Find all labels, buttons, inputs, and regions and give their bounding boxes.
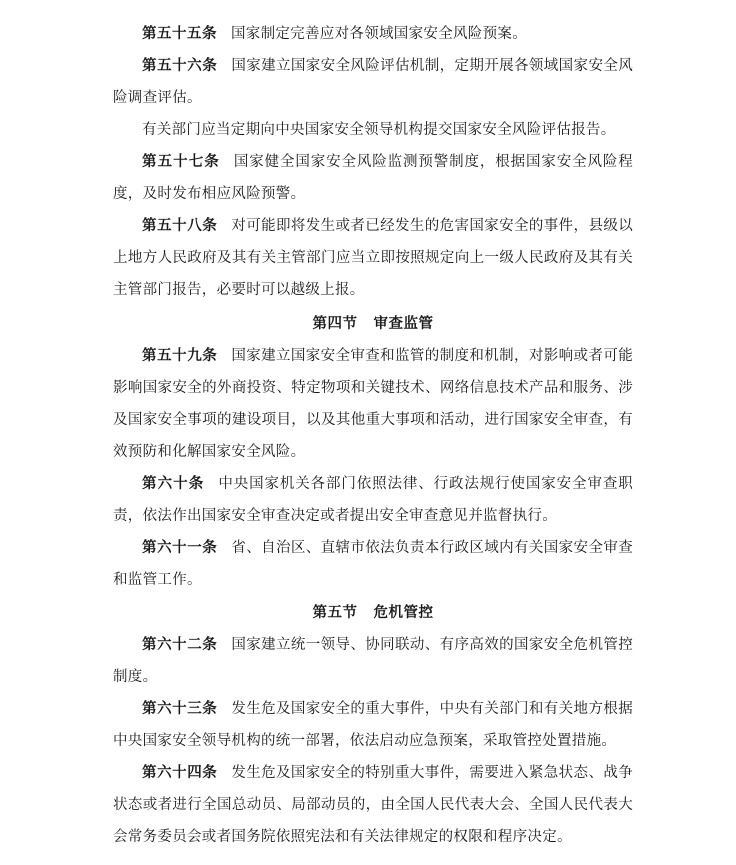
section-heading-5 bbox=[113, 597, 633, 629]
article-text: 有关部门应当定期向中央国家安全领导机构提交国家安全风险评估报告。 bbox=[142, 122, 616, 138]
article-number: 第六十一条 bbox=[142, 540, 218, 556]
article-text: 对可能即将发生或者已经发生的危害国家安全的事件，县级以上地方人民政府及其有关主管部门应当立即按照规定向上一级人民政府及其有关主管部门报告，必要时可以越级上报。 bbox=[113, 218, 633, 298]
article-text: 中央国家机关各部门依照法律、行政法规行使国家安全审查职责，依法作出国家安全审查决定或者提出安全审查意见并监督执行。 bbox=[113, 476, 633, 524]
article-text: 省、自治区、直辖市依法负责本行政区域内有关国家安全审查和监管工作。 bbox=[113, 540, 633, 588]
section-number: 第四节 bbox=[312, 316, 358, 332]
article-55 bbox=[113, 18, 633, 50]
article-text: 国家建立国家安全审查和监管的制度和机制，对影响或者可能影响国家安全的外商投资、特定物项和关键技术、网络信息技术产品和服务、涉及国家安全事项的建设项目，以及其他重大事项和活动，进行国家安全审查，有效预防和化解国家安全风险。 bbox=[113, 348, 633, 460]
article-58 bbox=[113, 210, 633, 306]
article-57 bbox=[113, 146, 633, 210]
article-number: 第五十九条 bbox=[142, 348, 218, 364]
article-63 bbox=[113, 693, 633, 757]
article-number: 第六十条 bbox=[142, 476, 205, 492]
article-number: 第六十三条 bbox=[142, 701, 218, 717]
article-text: 国家健全国家安全风险监测预警制度，根据国家安全风险程度，及时发布相应风险预警。 bbox=[113, 154, 633, 202]
article-62 bbox=[113, 629, 633, 693]
article-64 bbox=[113, 757, 633, 853]
article-60 bbox=[113, 468, 633, 532]
article-number: 第六十四条 bbox=[142, 765, 218, 781]
article-56 bbox=[113, 50, 633, 114]
article-number: 第六十二条 bbox=[142, 637, 218, 653]
article-59 bbox=[113, 340, 633, 468]
article-text: 国家建立统一领导、协同联动、有序高效的国家安全危机管控制度。 bbox=[113, 637, 633, 685]
article-number: 第五十五条 bbox=[142, 26, 217, 42]
section-title: 危机管控 bbox=[373, 605, 434, 621]
article-number: 第五十七条 bbox=[142, 154, 220, 170]
article-number: 第五十六条 bbox=[142, 58, 218, 74]
section-title: 审查监管 bbox=[373, 316, 434, 332]
article-number: 第五十八条 bbox=[142, 218, 218, 234]
section-number: 第五节 bbox=[312, 605, 358, 621]
article-text: 发生危及国家安全的重大事件，中央有关部门和有关地方根据中央国家安全领导机构的统一部署，依法启动应急预案，采取管控处置措施。 bbox=[113, 701, 633, 749]
article-text: 发生危及国家安全的特别重大事件，需要进入紧急状态、战争状态或者进行全国总动员、局部动员的，由全国人民代表大会、全国人民代表大会常务委员会或者国务院依照宪法和有关法律规定的权限和程序决定。 bbox=[113, 765, 633, 845]
article-text: 国家制定完善应对各领域国家安全风险预案。 bbox=[231, 26, 527, 42]
article-56-paragraph-2 bbox=[113, 114, 633, 146]
article-text: 国家建立国家安全风险评估机制，定期开展各领域国家安全风险调查评估。 bbox=[113, 58, 633, 106]
article-61 bbox=[113, 532, 633, 596]
section-heading-4 bbox=[113, 308, 633, 340]
